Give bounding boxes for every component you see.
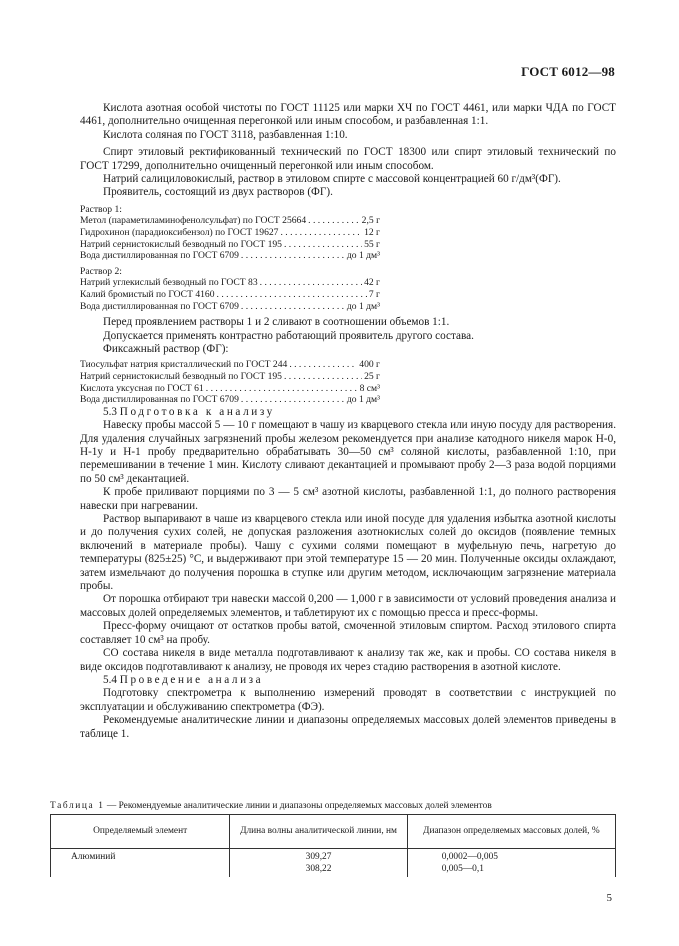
ingredient-row (80, 239, 380, 251)
section-paragraph: Навеску пробы массой 5 — 10 г помещают в чашу из кварцевого стекла или иную посуду для растворения. Для удаления случайных загрязнений пробы железом рекомендуется при анализе катодного никеля марок Н-0, Н-1у и Н-1 пробу предварительно обрабатывать 30—50 см³ соляной кислоты, разбавленной 1:10, при перемешивании в течение 1 мин. Кислоту сливают декантацией и промывают пробу 2—3 раза водой порциями по 50 см³ декантацией. (80, 419, 616, 485)
ingredient-qty: 42 г (364, 277, 380, 289)
ingredient-name: Вода дистиллированная по ГОСТ 6709 (80, 394, 239, 406)
ingredient-row (80, 277, 380, 289)
solution-2-block (80, 266, 380, 312)
ingredient-row (80, 215, 380, 227)
section-heading-5-4 (80, 674, 616, 687)
ingredient-row (80, 371, 380, 383)
section-paragraph: От порошка отбирают три навески массой 0,200 — 1,000 г в зависимости от условий проведения анализа и массовых долей определяемых элементов, и таблетируют их с помощью пресса и пресс-формы. (80, 593, 616, 619)
ingredient-name: Метол (параметиламинофенолсульфат) по ГОСТ 25664 (80, 215, 307, 227)
page-number: 5 (606, 892, 612, 904)
section-title: Проведение анализа (119, 673, 264, 686)
ingredient-row (80, 289, 380, 301)
section-number: 5.4 (103, 673, 117, 686)
solution-2-label: Раствор 2: (80, 265, 122, 277)
wavelength-value: 309,27 (305, 852, 332, 862)
ingredient-name: Вода дистиллированная по ГОСТ 6709 (80, 300, 239, 312)
section-number: 5.3 (103, 405, 117, 418)
table-caption-label: Таблица 1 (50, 801, 105, 811)
ingredient-qty: 400 г (359, 359, 380, 371)
range-value: 0,0002—0,005 (441, 852, 498, 862)
column-header-wavelength: Длина волны аналитической линии, нм (230, 815, 407, 849)
ingredient-name: Натрий сернистокислый безводный по ГОСТ 195 (80, 238, 282, 250)
solution-1-label: Раствор 1: (80, 203, 122, 215)
cell-wavelength (230, 849, 407, 878)
paragraph-sodium-salicylate: Натрий салициловокислый, раствор в этиловом спирте с массовой концентрацией 60 г/дм³(ФГ). (103, 173, 561, 186)
ingredient-name: Вода дистиллированная по ГОСТ 6709 (80, 250, 239, 262)
ingredient-qty: 2,5 г (361, 215, 380, 227)
section-paragraph: Подготовку спектрометра к выполнению измерений проводят в соответствии с инструкцией по эксплуатации и обслуживанию спектрометра (ФЭ). (80, 687, 616, 713)
ingredient-qty: 25 г (364, 371, 380, 382)
cell-range (407, 849, 615, 878)
table-header-row (51, 815, 616, 849)
column-header-element: Определяемый элемент (51, 815, 230, 849)
column-header-range: Диапазон определяемых массовых долей, % (407, 815, 615, 849)
ingredient-qty: 7 г (368, 289, 380, 300)
ingredient-name: Натрий углекислый безводный по ГОСТ 83 (80, 277, 258, 289)
paragraph-ethanol: Спирт этиловый ректификованный технический по ГОСТ 18300 или спирт этиловый технический по ГОСТ 17299, дополнительно очищенный перегонкой или иным способом. (80, 146, 616, 172)
paragraph-fixer: Фиксажный раствор (ФГ): (103, 343, 229, 355)
paragraph-nitric-acid: Кислота азотная особой чистоты по ГОСТ 11125 или марки ХЧ по ГОСТ 4461, или марки ЧДА по ГОСТ 4461, дополнительно очищенная перегонкой или иным способом, и разбавленная 1:1. (80, 102, 616, 128)
ingredient-row (80, 383, 380, 395)
ingredient-qty: 55 г (364, 238, 380, 250)
ingredient-name: Кислота уксусная по ГОСТ 61 (80, 382, 204, 394)
ingredient-name: Натрий сернистокислый безводный по ГОСТ 195 (80, 371, 282, 382)
ingredient-qty: 8 см³ (359, 382, 380, 394)
table-caption (50, 800, 616, 812)
section-paragraph: СО состава никеля в виде металла подготавливают к анализу так же, как и пробы. СО состава никеля в виде оксидов подготавливают к анализу, не проводя их через стадию растворения в азотной кислоте. (80, 647, 616, 673)
range-value: 0,005—0,1 (441, 863, 484, 874)
ingredient-row (80, 394, 380, 406)
paragraph-mixing: Перед проявлением растворы 1 и 2 сливают в соотношении объемов 1:1. (103, 316, 450, 329)
ingredient-row (80, 301, 380, 313)
ingredient-qty: до 1 дм³ (346, 250, 380, 262)
ingredient-row (80, 227, 380, 239)
section-title: Подготовка к анализу (119, 405, 275, 418)
cell-element: Алюминий (51, 849, 230, 878)
wavelength-value: 308,22 (305, 863, 332, 874)
document-code-header: ГОСТ 6012—98 (521, 64, 615, 79)
ingredient-qty: до 1 дм³ (346, 394, 380, 406)
table-caption-text: — Рекомендуемые аналитические линии и диапазоны определяемых массовых долей элементов (104, 801, 492, 811)
ingredient-name: Калий бромистый по ГОСТ 4160 (80, 289, 215, 300)
ingredient-name: Тиосульфат натрия кристаллический по ГОСТ 244 (80, 359, 288, 371)
table-row (51, 849, 616, 878)
ingredient-name: Гидрохинон (парадиоксибензол) по ГОСТ 19627 (80, 227, 279, 239)
section-paragraph: К пробе приливают порциями по 3 — 5 см³ азотной кислоты, разбавленной 1:1, до полного растворения навески при нагревании. (80, 486, 616, 512)
ingredient-qty: 12 г (364, 227, 380, 239)
ingredient-row (80, 250, 380, 262)
table-1 (50, 814, 616, 877)
paragraph-developer: Проявитель, состоящий из двух растворов (ФГ). (103, 186, 333, 199)
ingredient-qty: до 1 дм³ (346, 300, 380, 312)
section-heading-5-3 (80, 406, 616, 419)
solution-1-block (80, 204, 380, 262)
paragraph-hydrochloric-acid: Кислота соляная по ГОСТ 3118, разбавленная 1:10. (103, 128, 348, 141)
paragraph-alternative-developer: Допускается применять контрастно работающий проявитель другого состава. (103, 329, 474, 342)
fixer-block (80, 359, 380, 405)
section-paragraph: Раствор выпаривают в чаше из кварцевого стекла или иной посуде для удаления избытка азотной кислоты и до получения сухих солей, не допуская разложения азотнокислых солей до оксидов (появление темных включений в материале пробы). Чашу с сухими солями помещают в муфельную печь, нагретую до температуры (825±25) °С, и выдерживают при этой температуре 15 — 20 мин. Полученные оксиды охлаждают, затем измельчают до получения порошка в ступке или другим методом, исключающим загрязнение материала пробы. (80, 513, 616, 593)
ingredient-row (80, 359, 380, 371)
section-paragraph: Рекомендуемые аналитические линии и диапазоны определяемых массовых долей элементов приведены в таблице 1. (80, 714, 616, 740)
main-text (80, 102, 616, 741)
section-paragraph: Пресс-форму очищают от остатков пробы ватой, смоченной этиловым спиртом. Расход этилового спирта составляет 10 см³ на пробу. (80, 620, 616, 646)
